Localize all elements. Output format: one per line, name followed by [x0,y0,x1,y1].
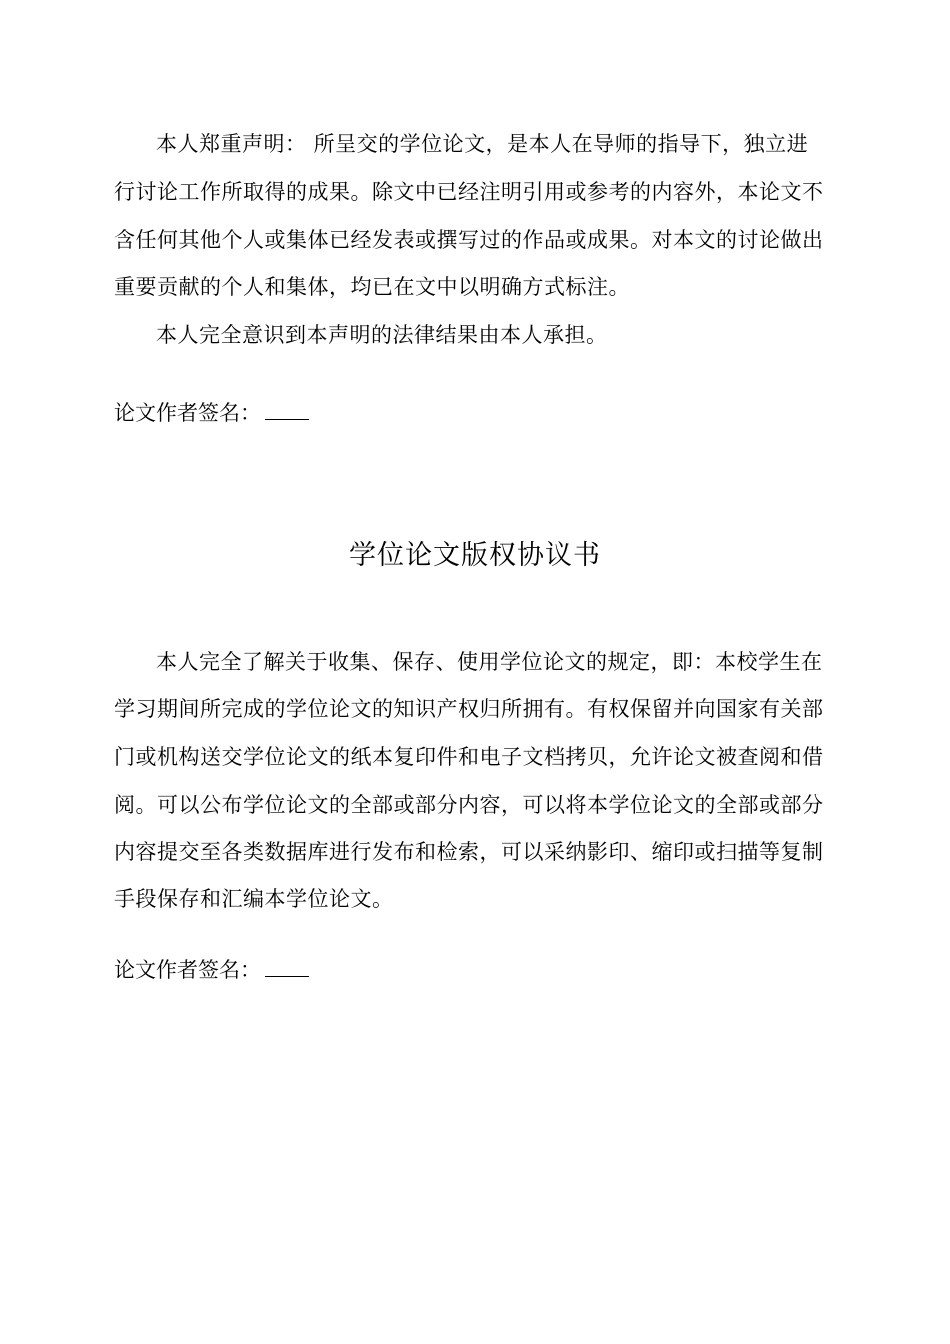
agreement-title: 学位论文版权协议书 [349,540,601,571]
declaration-responsibility: 本人完全意识到本声明的法律结果由本人承担。 [156,323,608,347]
agreement-line-4: 阅。可以公布学位论文的全部或部分内容，可以将本学位论文的全部或部分 [114,793,824,817]
agreement-line-1: 本人完全了解关于收集、保存、使用学位论文的规定，即：本校学生在 [156,650,823,674]
agreement-line-2: 学习期间所完成的学位论文的知识产权归所拥有。有权保留并向国家有关部 [114,697,824,721]
signature-blank-line[interactable] [265,399,309,420]
declaration-signature [114,399,309,427]
declaration-line-2: 行讨论工作所取得的成果。除文中已经注明引用或参考的内容外，本论文不 [114,180,824,204]
signature-blank-line[interactable] [265,956,309,977]
declaration-line-4: 重要贡献的个人和集体，均已在文中以明确方式标注。 [114,275,630,299]
agreement-line-6: 手段保存和汇编本学位论文。 [114,887,394,911]
declaration-line-3: 含任何其他个人或集体已经发表或撰写过的作品或成果。对本文的讨论做出 [114,228,824,252]
agreement-signature [114,956,309,984]
declaration-line-1: 本人郑重声明： 所呈交的学位论文，是本人在导师的指导下，独立进 [156,132,809,156]
agreement-line-3: 门或机构送交学位论文的纸本复印件和电子文档拷贝，允许论文被查阅和借 [114,745,824,769]
signature-label: 论文作者签名： [114,401,261,425]
signature-label: 论文作者签名： [114,958,261,982]
agreement-line-5: 内容提交至各类数据库进行发布和检索，可以采纳影印、缩印或扫描等复制 [114,840,824,864]
